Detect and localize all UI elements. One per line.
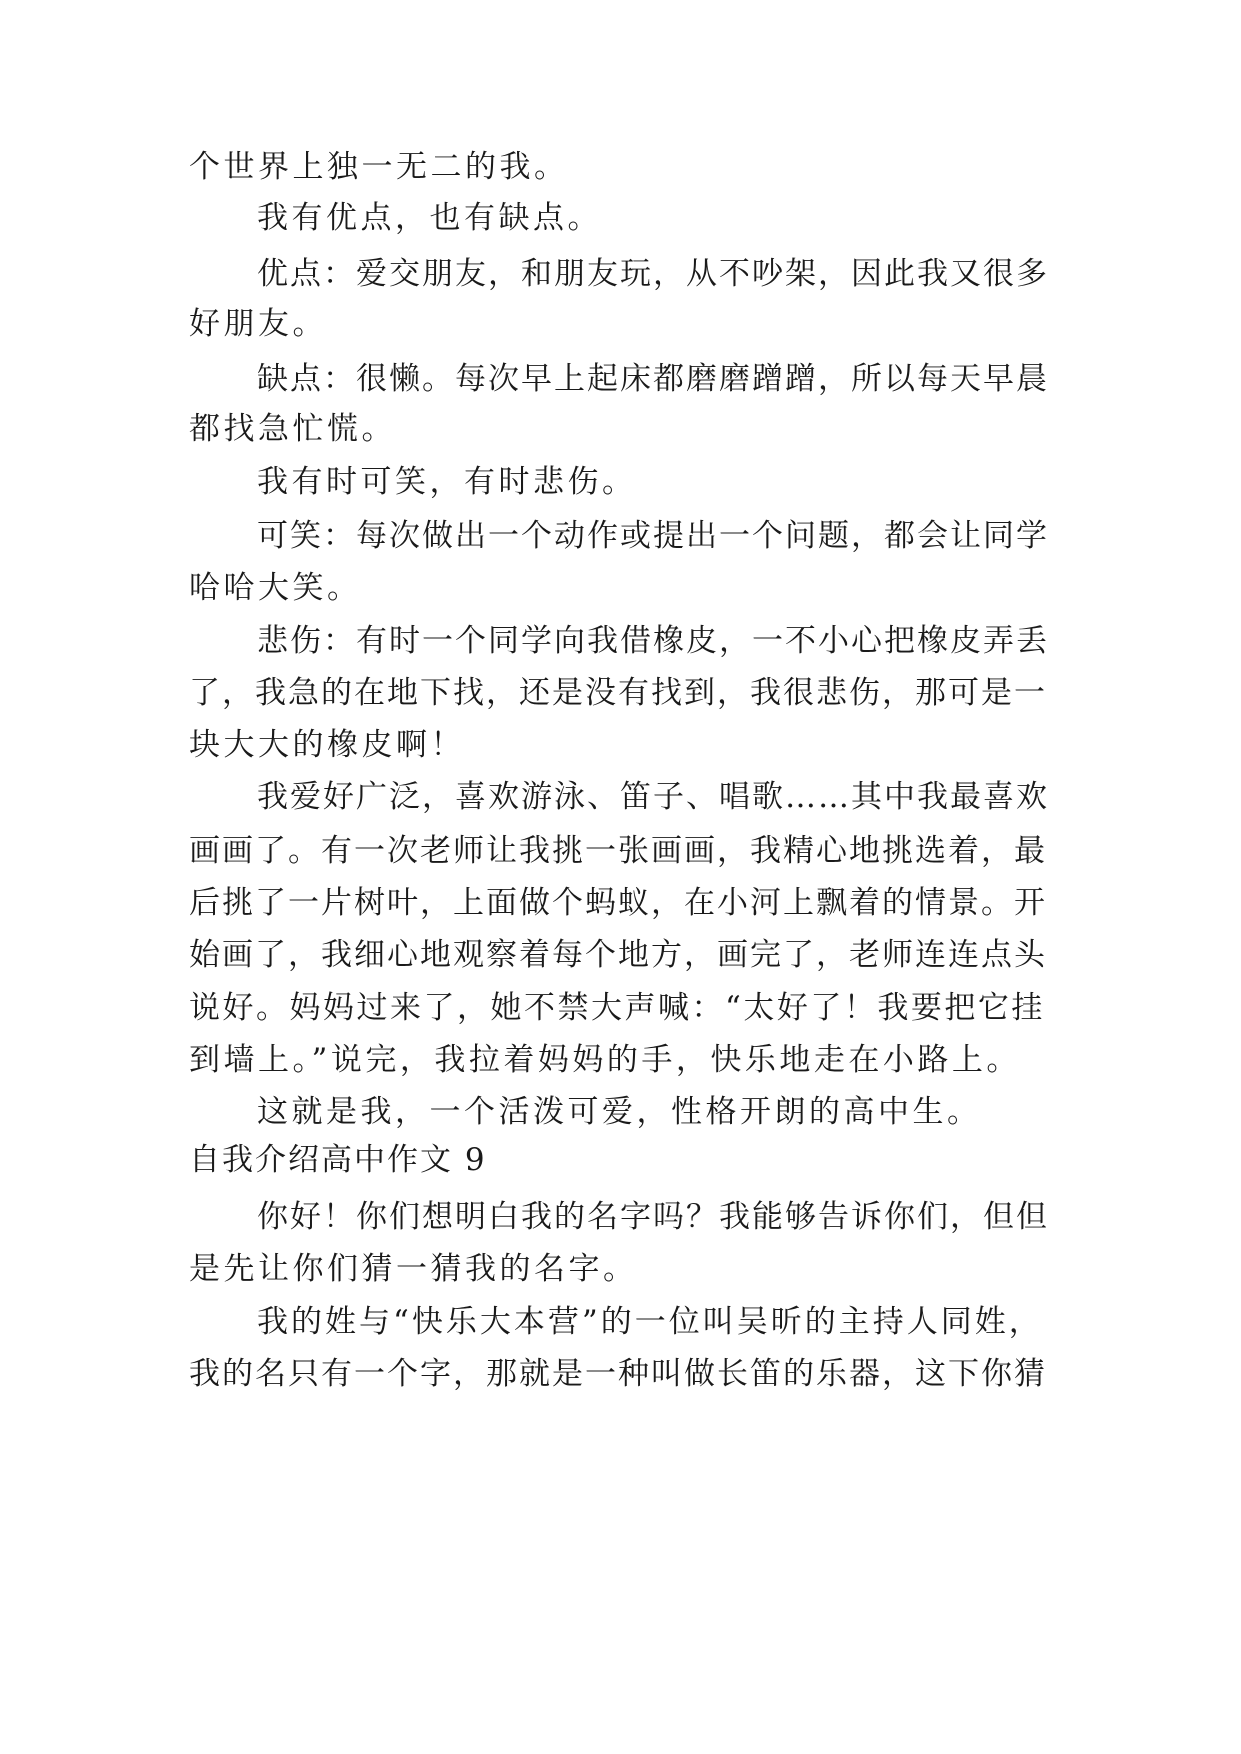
paragraph-line: 缺点：很懒。每次早上起床都磨磨蹭蹭，所以每天早晨 bbox=[257, 361, 1049, 397]
paragraph-line: 都找急忙慌。 bbox=[189, 411, 396, 447]
paragraph-line: 我有优点，也有缺点。 bbox=[257, 200, 602, 236]
paragraph-line: 后挑了一片树叶，上面做个蚂蚁，在小河上飘着的情景。开 bbox=[189, 885, 1047, 921]
paragraph-line: 个世界上独一无二的我。 bbox=[189, 149, 569, 185]
paragraph-line: 画画了。有一次老师让我挑一张画画，我精心地挑选着，最 bbox=[189, 833, 1047, 869]
paragraph-line: 可笑：每次做出一个动作或提出一个问题，都会让同学 bbox=[257, 518, 1049, 554]
paragraph-line: 我爱好广泛，喜欢游泳、笛子、唱歌……其中我最喜欢 bbox=[257, 779, 1049, 815]
paragraph-line: 悲伤：有时一个同学向我借橡皮，一不小心把橡皮弄丢 bbox=[257, 623, 1049, 659]
paragraph-line: 了，我急的在地下找，还是没有找到，我很悲伤，那可是一 bbox=[189, 675, 1047, 711]
paragraph-line: 我的姓与“快乐大本营”的一位叫吴昕的主持人同姓， bbox=[257, 1304, 1043, 1340]
paragraph-line: 好朋友。 bbox=[189, 306, 327, 342]
paragraph-line: 块大大的橡皮啊！ bbox=[189, 727, 465, 763]
paragraph-line: 我的名只有一个字，那就是一种叫做长笛的乐器，这下你猜 bbox=[189, 1356, 1047, 1392]
paragraph-line: 到墙上。”说完，我拉着妈妈的手，快乐地走在小路上。 bbox=[189, 1042, 1021, 1078]
paragraph-line: 说好。妈妈过来了，她不禁大声喊：“太好了！我要把它挂 bbox=[189, 990, 1045, 1026]
paragraph-line: 是先让你们猜一猜我的名字。 bbox=[189, 1251, 638, 1287]
paragraph-line: 始画了，我细心地观察着每个地方，画完了，老师连连点头 bbox=[189, 937, 1047, 973]
paragraph-line: 优点：爱交朋友，和朋友玩，从不吵架，因此我又很多 bbox=[257, 256, 1049, 292]
paragraph-line: 这就是我，一个活泼可爱，性格开朗的高中生。 bbox=[257, 1094, 982, 1130]
paragraph-line: 我有时可笑，有时悲伤。 bbox=[257, 464, 637, 500]
section-heading: 自我介绍高中作文 9 bbox=[189, 1142, 487, 1178]
paragraph-line: 哈哈大笑。 bbox=[189, 570, 362, 606]
paragraph-line: 你好！你们想明白我的名字吗？我能够告诉你们，但但 bbox=[257, 1199, 1049, 1235]
